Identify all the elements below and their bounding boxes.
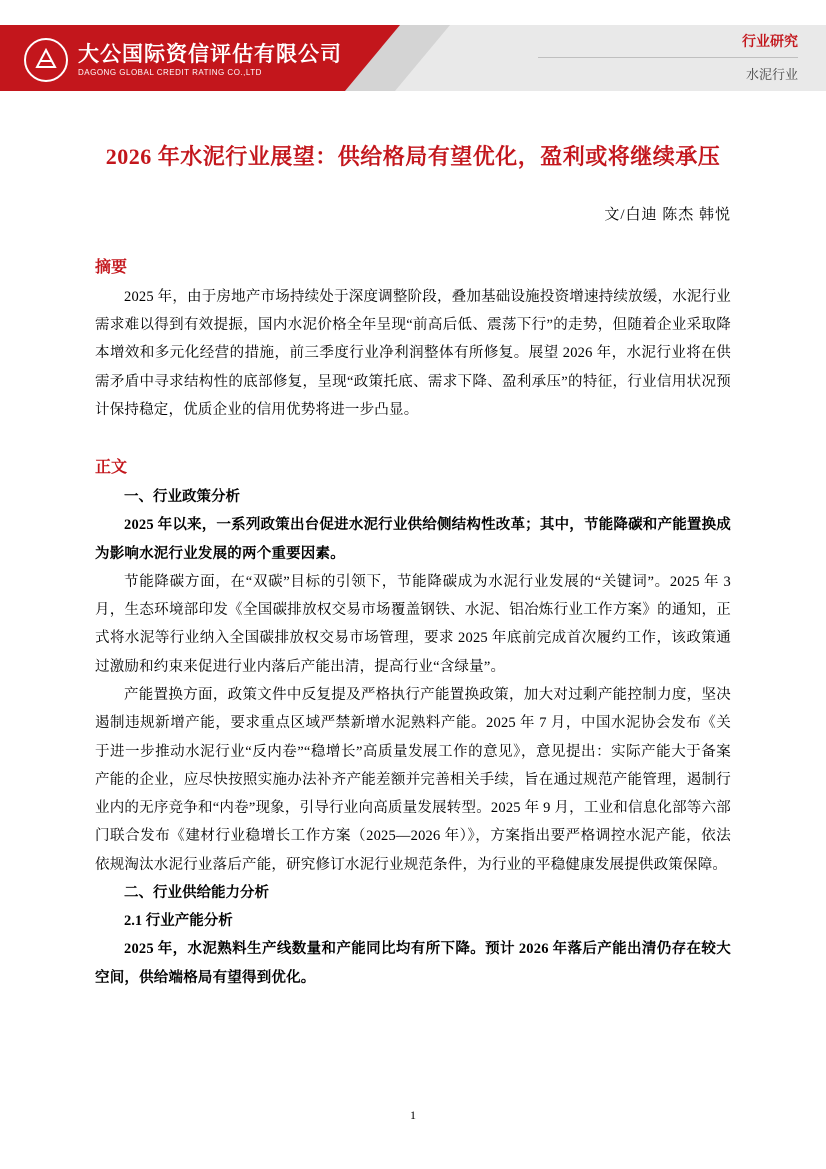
section-2-subheading: 2.1 行业产能分析 <box>124 913 233 930</box>
abstract-heading: 摘要 <box>95 258 128 276</box>
research-category: 行业研究 <box>742 33 798 49</box>
page-title: 2026 年水泥行业展望：供给格局有望优化，盈利或将继续承压 <box>105 144 721 169</box>
header-divider <box>538 57 798 58</box>
page-header <box>0 0 826 108</box>
page-number: 1 <box>410 1108 416 1122</box>
company-name-en: DAGONG GLOBAL CREDIT RATING CO.,LTD <box>78 67 262 77</box>
section-2-lead: 2025 年，水泥熟料生产线数量和产能同比均有所下降。预计 2026 年落后产能出清仍存在较大空间，供给端格局有望得到优化。 <box>95 941 731 986</box>
abstract-paragraph: 2025 年，由于房地产市场持续处于深度调整阶段，叠加基础设施投资增速持续放缓，水泥行业需求难以得到有效提振，国内水泥价格全年呈现“前高后低、震荡下行”的走势，但随着企业采取降本增效和多元化经营的措施，前三季度行业净利润整体有所修复。展望 2026 年，水泥行业将在供需矛盾中寻求结构性的底部修复，呈现“政策托底、需求下降、盈利承压”的特征，行业信用状况预计保持稳定，优质企业的信用优势将进一步凸显。 <box>95 288 731 418</box>
document-body <box>0 142 826 992</box>
company-logo <box>24 38 342 82</box>
dagong-logo-icon <box>24 38 68 82</box>
byline: 文/白迪 陈杰 韩悦 <box>604 206 731 223</box>
body-heading: 正文 <box>95 459 128 477</box>
section-1-heading: 一、行业政策分析 <box>124 489 240 506</box>
header-meta <box>538 25 798 91</box>
section-1-paragraph-1: 节能降碳方面，在“双碳”目标的引领下，节能降碳成为水泥行业发展的“关键词”。2025 年 3 月，生态环境部印发《全国碳排放权交易市场覆盖钢铁、水泥、铝冶炼行业工作方案》的通知，正式将水泥等行业纳入全国碳排放权交易市场管理，要求 2025 年底前完成首次履约工作，该政策通过激励和约束来促进行业内落后产能出清，提高行业“含绿量”。 <box>95 573 731 675</box>
section-2-heading: 二、行业供给能力分析 <box>124 884 269 901</box>
section-1-paragraph-2: 产能置换方面，政策文件中反复提及严格执行产能置换政策，加大对过剩产能控制力度，坚决遏制违规新增产能，要求重点区域严禁新增水泥熟料产能。2025 年 7 月，中国水泥协会发布《关于进一步推动水泥行业“反内卷”“稳增长”高质量发展工作的意见》，意见提出：实际产能大于备案产能的企业，应尽快按照实施办法补齐产能差额并完善相关手续，旨在通过规范产能管理，遏制行业内的无序竞争和“内卷”现象，引导行业向高质量发展转型。2025 年 9 月，工业和信息化部等六部门联合发布《建材行业稳增长工作方案（2025—2026 年）》，方案指出要严格调控水泥产能，依法依规淘汰水泥行业落后产能，研究修订水泥行业规范条件，为行业的平稳健康发展提供政策保障。 <box>95 686 731 873</box>
section-1-lead: 2025 年以来，一系列政策出台促进水泥行业供给侧结构性改革；其中，节能降碳和产能置换成为影响水泥行业发展的两个重要因素。 <box>95 517 731 562</box>
industry-label: 水泥行业 <box>745 67 798 82</box>
company-name-cn: 大公国际资信评估有限公司 <box>78 43 342 67</box>
